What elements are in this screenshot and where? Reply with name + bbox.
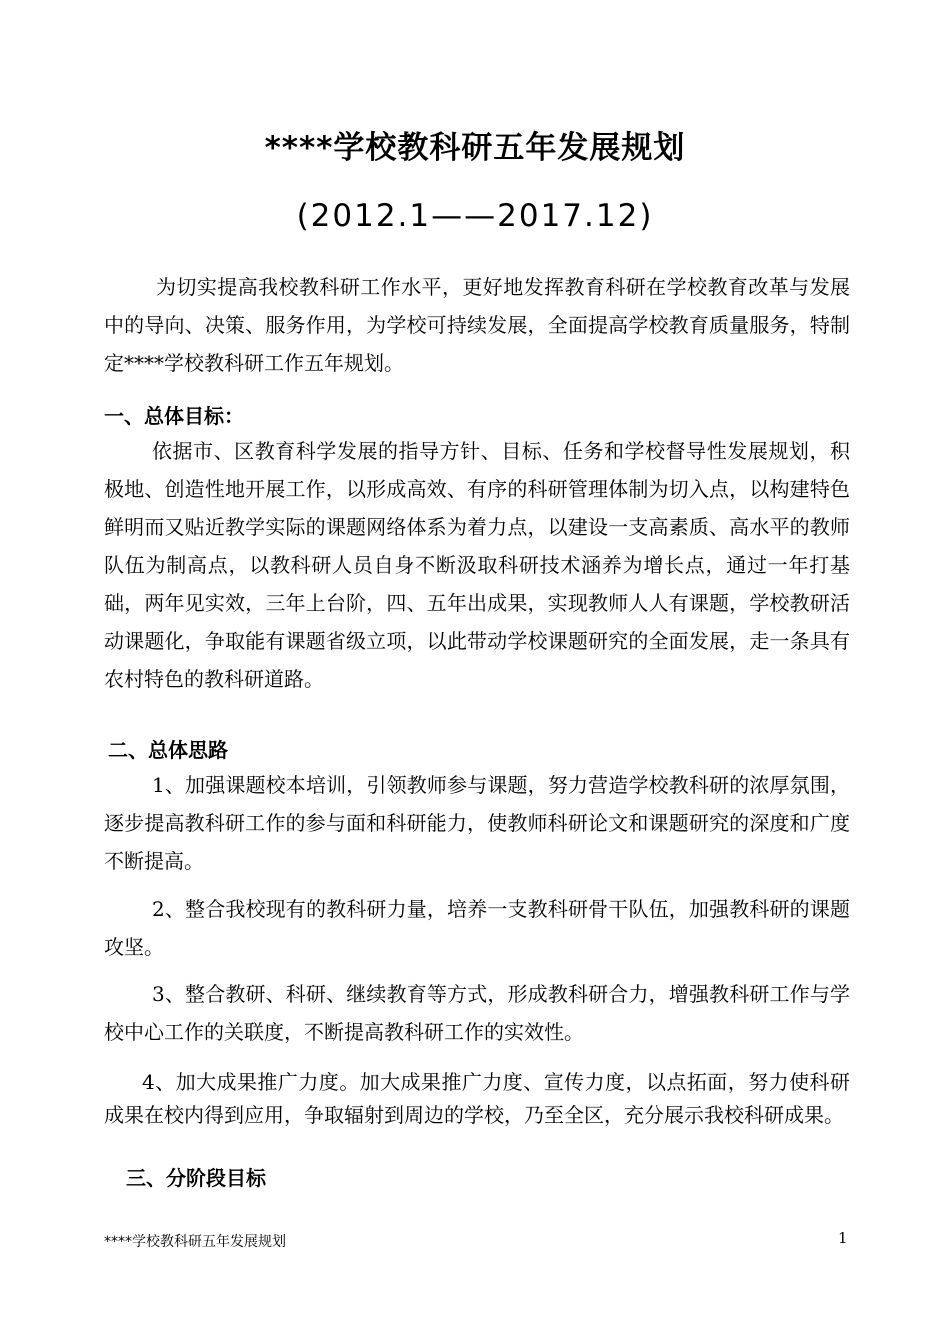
section-2-paragraph-2: 2、整合我校现有的教科研力量，培养一支教科研骨干队伍，加强教科研的课题攻坚。	[104, 897, 850, 959]
page-number: 1	[838, 1229, 848, 1247]
section-1-paragraph: 依据市、区教育科学发展的指导方针、目标、任务和学校督导性发展规划，积极地、创造性地开展工作，以形成高效、有序的科研管理体制为切入点，以构建特色鲜明而又贴近教学实际的课题网络体系为着力点，以建设一支高素质、高水平的教师队伍为制高点，以教科研人员自身不断汲取科研技术涵养为增长点，通过一年打基础，两年见实效，三年上台阶，四、五年出成果，实现教师人人有课题，学校教研活动课题化，争取能有课题省级立项，以此带动学校课题研究的全面发展，走一条具有农村特色的教科研道路。	[104, 439, 850, 691]
section-heading-3: 三、分阶段目标	[126, 1166, 266, 1190]
document-subtitle: (2012.1——2017.12)	[296, 198, 654, 234]
document-title: ****学校教科研五年发展规划	[264, 130, 686, 166]
section-heading-1: 一、总体目标：	[104, 404, 244, 428]
section-2-paragraph-4: 4、加大成果推广力度。加大成果推广力度、宣传力度，以点拓面，努力使科研成果在校内得到应用，争取辐射到周边的学校，乃至全区，充分展示我校科研成果。	[104, 1070, 850, 1127]
section-2-paragraph-3: 3、整合教研、科研、继续教育等方式，形成教科研合力，增强教科研工作与学校中心工作的关联度，不断提高教科研工作的实效性。	[104, 982, 850, 1044]
footer-document-title: ****学校教科研五年发展规划	[104, 1234, 286, 1250]
intro-paragraph: 为切实提高我校教科研工作水平，更好地发挥教育科研在学校教育改革与发展中的导向、决策、服务作用，为学校可持续发展，全面提高学校教育质量服务，特制定****学校教科研工作五年规划。	[104, 275, 850, 375]
section-2-paragraph-1: 1、加强课题校本培训，引领教师参与课题，努力营造学校教科研的浓厚氛围，逐步提高教科研工作的参与面和科研能力，使教师科研论文和课题研究的深度和广度不断提高。	[104, 773, 850, 873]
section-heading-2: 二、总体思路	[108, 738, 228, 762]
